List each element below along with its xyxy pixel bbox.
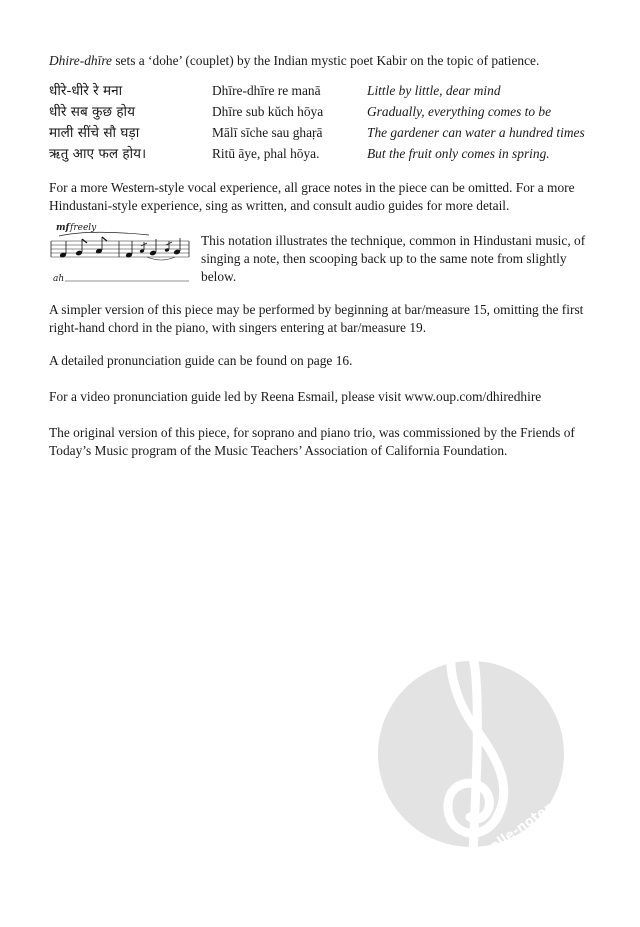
hindi-line: धीरे सब कुछ होय xyxy=(49,104,135,120)
transliteration-line: Mālī sīche sau ghaṛā xyxy=(212,125,323,140)
poem-line xyxy=(49,124,609,145)
transliteration-line: Ritū āye, phal hōya. xyxy=(212,146,320,161)
dynamic-marking: mf xyxy=(56,223,70,233)
poem-table xyxy=(49,82,609,166)
video-guide-paragraph: For a video pronunciation guide led by Reena Esmail, please visit www.oup.com/dhiredhire xyxy=(49,389,542,404)
watermark-logo xyxy=(376,619,577,889)
english-line: The gardener can water a hundred times xyxy=(367,125,585,140)
western-style-paragraph: For a more Western-style vocal experience, all grace notes in the piece can be omitted. For a more Hindustani-style experience, sing as written, and consult audio guides for more detail. xyxy=(49,180,575,213)
transliteration-line: Dhīre sub kŭch hōya xyxy=(212,104,324,119)
intro-text: sets a ‘dohe’ (couplet) by the Indian mystic poet Kabir on the topic of patience. xyxy=(111,53,540,68)
piece-title: Dhire-dhīre xyxy=(49,53,112,68)
english-line: But the fruit only comes in spring. xyxy=(367,146,550,161)
transliteration-line: Dhīre-dhīre re manā xyxy=(212,83,321,98)
english-line: Little by little, dear mind xyxy=(367,83,501,98)
music-notation-example xyxy=(49,217,195,287)
english-line: Gradually, everything comes to be xyxy=(367,104,552,119)
notation-explanation: This notation illustrates the technique, common in Hindustani music, of singing a note, then scooping back up to the same note from slightly below. xyxy=(201,233,586,284)
tempo-marking: freely xyxy=(70,223,97,233)
hindi-line: ऋतु आए फल होय। xyxy=(49,146,147,162)
intro-paragraph xyxy=(49,52,605,70)
poem-line xyxy=(49,103,609,124)
hindi-line: धीरे-धीरे रे मना xyxy=(49,83,123,99)
lyric-syllable: ah xyxy=(53,274,65,284)
poem-line xyxy=(49,82,609,103)
watermark-text: alle-noten.de xyxy=(487,786,577,855)
simpler-version-paragraph: A simpler version of this piece may be performed by beginning at bar/measure 15, omitting the first right-hand chord in the piano, with singers entering at bar/measure 19. xyxy=(49,302,584,335)
hindi-line: माली सींचे सौ घड़ा xyxy=(49,125,140,141)
pronunciation-paragraph: A detailed pronunciation guide can be found on page 16. xyxy=(49,353,353,368)
scoop-tie xyxy=(147,257,175,260)
commission-paragraph: The original version of this piece, for soprano and piano trio, was commissioned by the Friends of Today’s Music program of the Music Teachers’ Association of California Foundation. xyxy=(49,425,575,458)
note-flag xyxy=(102,237,107,241)
poem-line xyxy=(49,145,609,166)
